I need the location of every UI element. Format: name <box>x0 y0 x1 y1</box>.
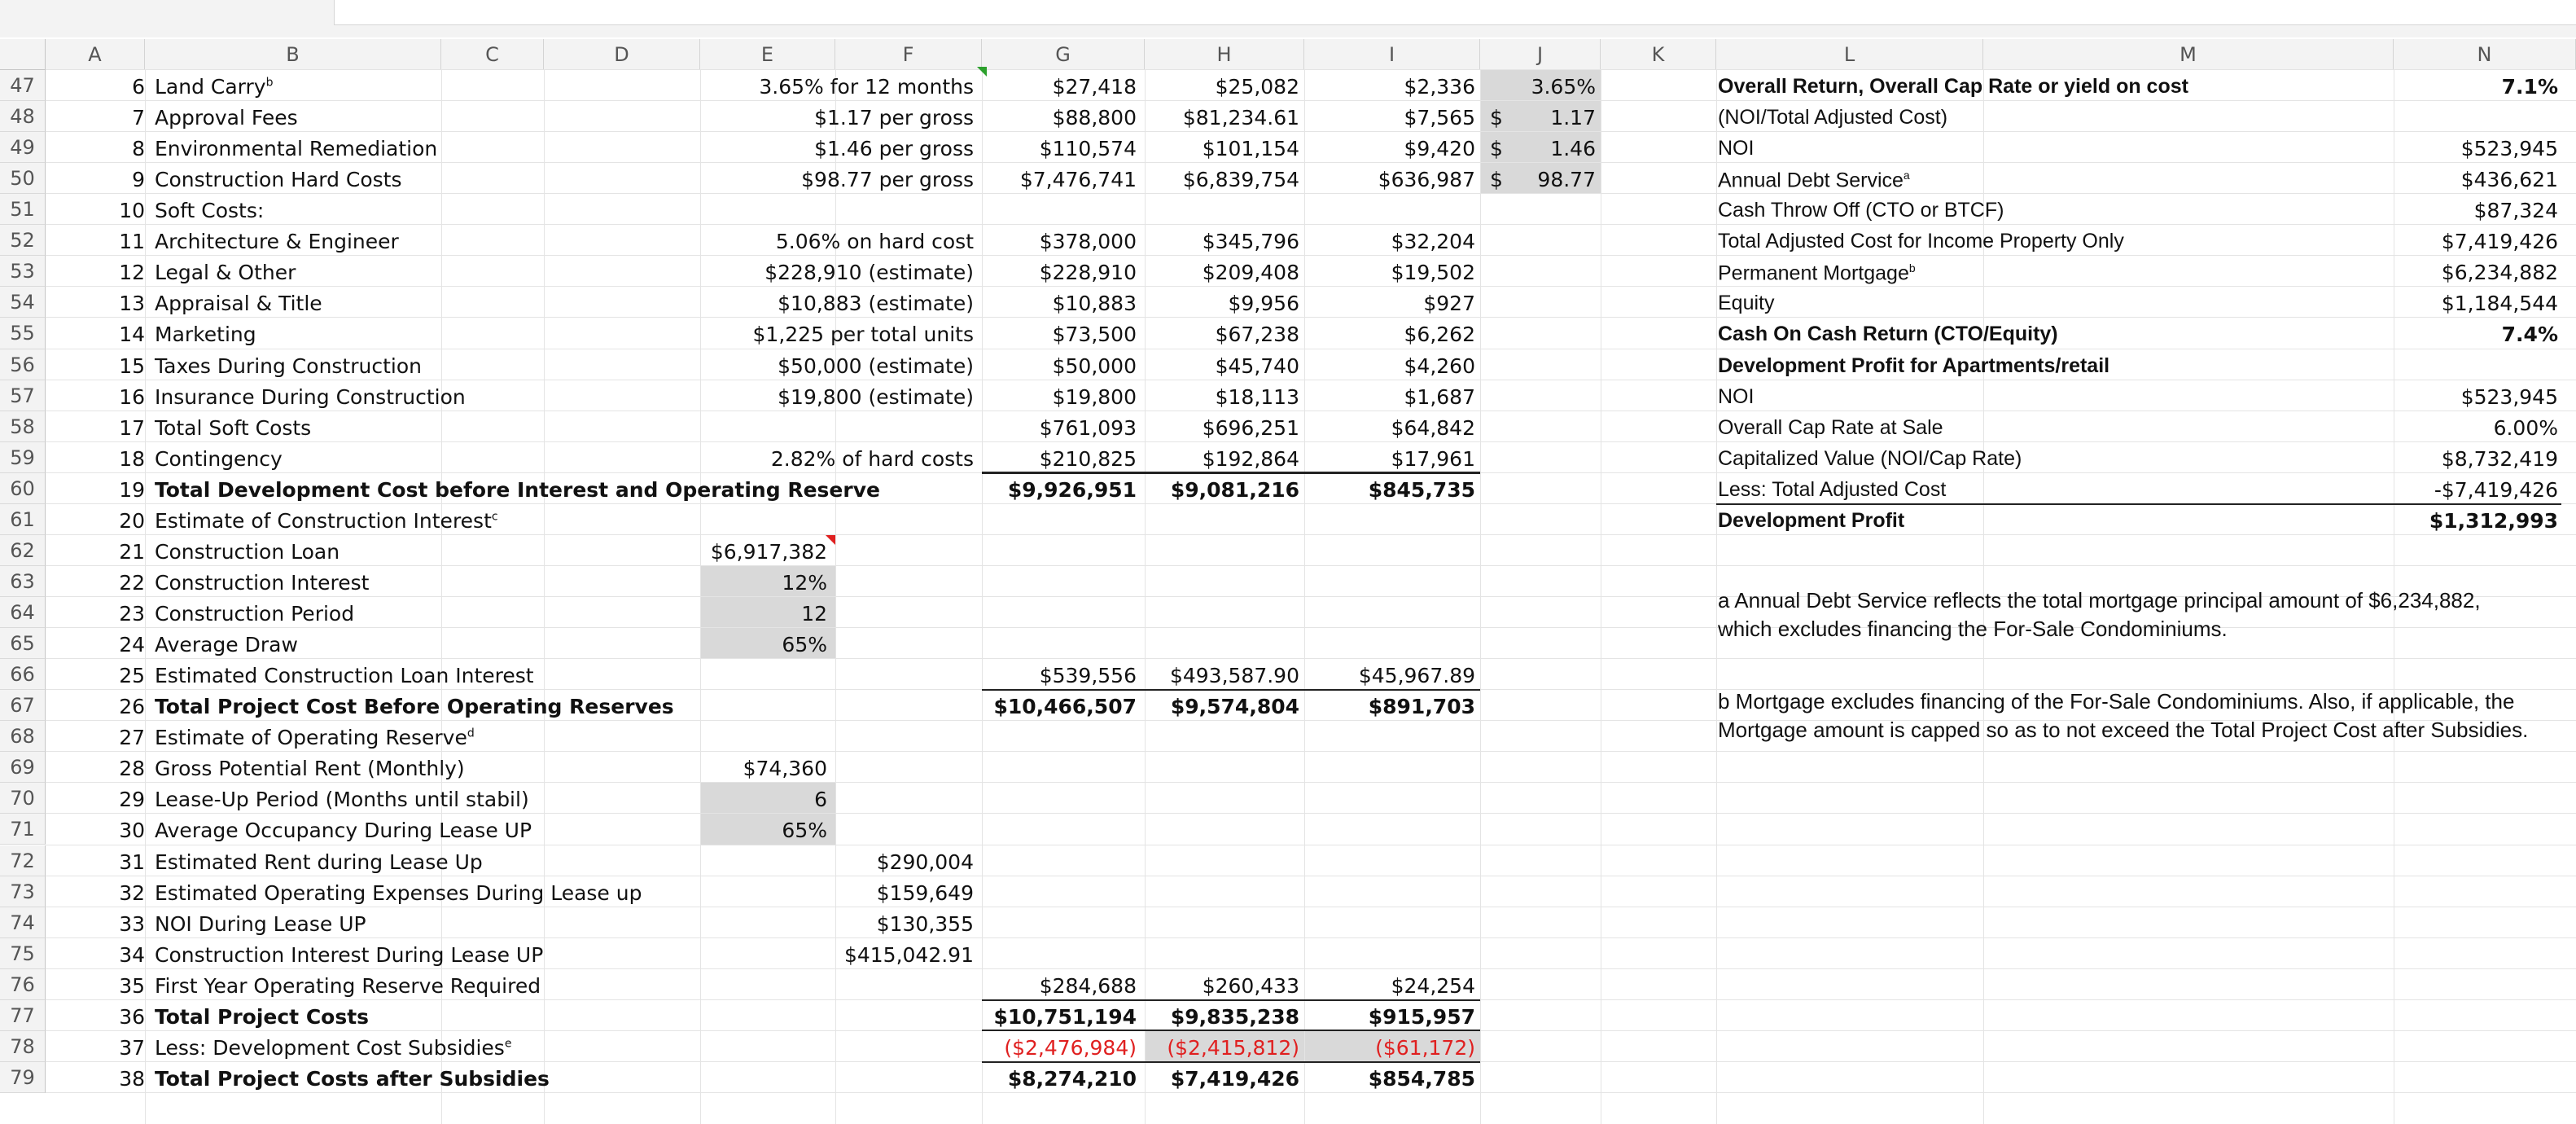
line-label: First Year Operating Reserve Required <box>155 973 541 998</box>
row-header-47[interactable]: 47 <box>0 70 46 101</box>
retail-cost-cell[interactable]: ($61,172) <box>1375 1035 1475 1060</box>
apartment-cost-cell[interactable]: $192,864 <box>1202 446 1299 471</box>
row-header-77[interactable]: 77 <box>0 1000 46 1031</box>
summary-label: (NOI/Total Adjusted Cost) <box>1718 106 1948 130</box>
summary-value[interactable]: -$7,419,426 <box>2434 477 2558 502</box>
row-header-65[interactable]: 65 <box>0 628 46 659</box>
row-header-59[interactable]: 59 <box>0 442 46 473</box>
total-cost-cell[interactable]: $10,751,194 <box>993 1004 1137 1029</box>
line-number: 21 <box>119 539 145 564</box>
total-cost-cell[interactable]: $110,574 <box>1039 137 1137 161</box>
line-label: Total Project Cost Before Operating Reserves <box>155 695 674 719</box>
basis-cell[interactable]: $50,000 (estimate) <box>778 353 974 378</box>
summary-label: Development Profit <box>1718 508 1905 532</box>
column-header-f[interactable]: F <box>835 39 982 70</box>
per-sf-input-cell[interactable]: 1.17 <box>1550 106 1596 130</box>
total-cost-cell[interactable]: $73,500 <box>1052 323 1137 347</box>
total-underline <box>982 472 1480 473</box>
retail-cost-cell[interactable]: $854,785 <box>1368 1066 1475 1091</box>
per-sf-input-cell[interactable]: 1.46 <box>1550 137 1596 161</box>
summary-label: Permanent Mortgage$^b$ <box>1718 261 1916 285</box>
line-label: NOI During Lease UP <box>155 911 366 936</box>
line-number: 36 <box>119 1004 145 1029</box>
line-number: 24 <box>119 633 145 657</box>
line-number: 23 <box>119 602 145 626</box>
row-header-49[interactable]: 49 <box>0 132 46 163</box>
line-label: Average Occupancy During Lease UP <box>155 819 532 843</box>
input-value-cell[interactable]: 12 <box>801 602 827 626</box>
summary-label: Cash On Cash Return (CTO/Equity) <box>1718 323 2058 346</box>
summary-label: Equity <box>1718 292 1775 315</box>
grid-line-horizontal <box>46 193 2576 194</box>
summary-label: Overall Return, Overall Cap Rate or yield on cost <box>1718 75 2188 98</box>
row-header-58[interactable]: 58 <box>0 411 46 442</box>
column-header-g[interactable]: G <box>982 39 1145 70</box>
row-header-68[interactable]: 68 <box>0 721 46 752</box>
grid-line-horizontal <box>46 937 2576 938</box>
grid-line-horizontal <box>46 317 2576 318</box>
line-label: Contingency <box>155 446 283 471</box>
line-number: 12 <box>119 261 145 285</box>
apartment-cost-cell[interactable]: $6,839,754 <box>1182 168 1299 192</box>
row-header-62[interactable]: 62 <box>0 535 46 566</box>
line-number: 35 <box>119 973 145 998</box>
lease-up-value-cell[interactable]: $415,042.91 <box>843 942 974 967</box>
total-cost-cell[interactable]: $50,000 <box>1052 353 1137 378</box>
basis-cell[interactable]: 5.06% on hard cost <box>775 230 974 254</box>
total-underline <box>982 1061 1480 1063</box>
column-header-d[interactable]: D <box>544 39 700 70</box>
footnote-marker: b <box>1908 261 1916 275</box>
row-header-50[interactable]: 50 <box>0 163 46 194</box>
row-header-48[interactable]: 48 <box>0 101 46 132</box>
footnote-marker: c <box>491 510 498 524</box>
column-header-l[interactable]: L <box>1716 39 1983 70</box>
row-header-70[interactable]: 70 <box>0 783 46 814</box>
total-cost-cell[interactable]: $228,910 <box>1039 261 1137 285</box>
line-number: 15 <box>119 353 145 378</box>
per-sf-input-cell[interactable]: 3.65% <box>1531 75 1596 99</box>
summary-value[interactable]: $523,945 <box>2460 384 2558 409</box>
dollar-sign: $ <box>1490 137 1503 161</box>
basis-cell[interactable]: 2.82% of hard costs <box>770 446 974 471</box>
retail-cost-cell[interactable]: $7,565 <box>1404 106 1475 130</box>
basis-cell[interactable]: $1.17 per gross <box>814 106 974 130</box>
retail-cost-cell[interactable]: $915,957 <box>1368 1004 1475 1029</box>
line-label: Average Draw <box>155 633 298 657</box>
line-label: Estimate of Operating Reserve$^d$ <box>155 726 475 750</box>
row-header-76[interactable]: 76 <box>0 969 46 1000</box>
line-label: Construction Hard Costs <box>155 168 402 192</box>
total-cost-cell[interactable]: $7,476,741 <box>1019 168 1137 192</box>
grid-line-horizontal <box>46 1092 2576 1093</box>
lease-up-value-cell[interactable]: $130,355 <box>876 911 974 936</box>
grid-line-horizontal <box>46 441 2576 442</box>
row-header-54[interactable]: 54 <box>0 287 46 318</box>
apartment-cost-cell[interactable]: $493,587.90 <box>1169 664 1299 688</box>
line-number: 33 <box>119 911 145 936</box>
line-number: 10 <box>119 199 145 223</box>
line-number: 30 <box>119 819 145 843</box>
column-header-b[interactable]: B <box>145 39 441 70</box>
retail-cost-cell[interactable]: $9,420 <box>1404 137 1475 161</box>
row-header-56[interactable]: 56 <box>0 349 46 380</box>
line-label: Total Project Costs <box>155 1004 370 1029</box>
row-header-51[interactable]: 51 <box>0 194 46 225</box>
row-header-75[interactable]: 75 <box>0 938 46 969</box>
apartment-cost-cell[interactable]: $101,154 <box>1202 137 1299 161</box>
retail-cost-cell[interactable]: $19,502 <box>1391 261 1475 285</box>
column-header-e[interactable]: E <box>700 39 835 70</box>
total-underline <box>982 689 1480 691</box>
summary-value[interactable]: $436,621 <box>2460 168 2558 192</box>
retail-cost-cell[interactable]: $927 <box>1423 292 1475 316</box>
column-header-a[interactable]: A <box>46 39 145 70</box>
apartment-cost-cell[interactable]: $67,238 <box>1215 323 1299 347</box>
total-cost-cell[interactable]: $10,883 <box>1052 292 1137 316</box>
row-header-57[interactable]: 57 <box>0 380 46 411</box>
row-header-78[interactable]: 78 <box>0 1031 46 1062</box>
summary-label: Cash Throw Off (CTO or BTCF) <box>1718 199 2004 222</box>
line-number: 9 <box>132 168 145 192</box>
summary-value[interactable]: $1,184,544 <box>2441 292 2558 316</box>
footnote-marker: d <box>467 727 475 740</box>
summary-value[interactable]: $6,234,882 <box>2441 261 2558 285</box>
row-header-53[interactable]: 53 <box>0 256 46 287</box>
row-header-73[interactable]: 73 <box>0 876 46 907</box>
retail-cost-cell[interactable]: $32,204 <box>1391 230 1475 254</box>
line-number: 37 <box>119 1035 145 1060</box>
line-label: Total Soft Costs <box>155 415 312 440</box>
comment-indicator <box>826 535 835 545</box>
total-cost-cell[interactable]: ($2,476,984) <box>1004 1035 1137 1060</box>
line-label: Approval Fees <box>155 106 298 130</box>
line-label: Land Carry$^b$ <box>155 75 274 99</box>
grid-line-horizontal <box>46 782 2576 783</box>
line-label: Environmental Remediation <box>155 137 438 161</box>
total-cost-cell[interactable]: $9,926,951 <box>1007 477 1137 502</box>
basis-cell[interactable]: $19,800 (estimate) <box>778 384 974 409</box>
total-cost-cell[interactable]: $210,825 <box>1039 446 1137 471</box>
basis-cell[interactable]: $10,883 (estimate) <box>778 292 974 316</box>
apartment-cost-cell[interactable]: $45,740 <box>1215 353 1299 378</box>
row-header-61[interactable]: 61 <box>0 504 46 535</box>
summary-value[interactable]: 7.1% <box>2501 75 2558 99</box>
grid-line-horizontal <box>46 813 2576 814</box>
line-label: Legal & Other <box>155 261 296 285</box>
total-cost-cell[interactable]: $284,688 <box>1039 973 1137 998</box>
summary-label: Development Profit for Apartments/retail <box>1718 353 2110 377</box>
row-header-79[interactable]: 79 <box>0 1062 46 1093</box>
basis-cell[interactable]: $98.77 per gross <box>801 168 974 192</box>
per-sf-input-cell[interactable]: 98.77 <box>1537 168 1596 192</box>
column-header-n[interactable]: N <box>2394 39 2576 70</box>
lease-up-value-cell[interactable]: $290,004 <box>876 850 974 874</box>
retail-cost-cell[interactable]: $1,687 <box>1404 384 1475 409</box>
summary-label: Total Adjusted Cost for Income Property Only <box>1718 230 2124 253</box>
row-header-74[interactable]: 74 <box>0 907 46 938</box>
retail-cost-cell[interactable]: $64,842 <box>1391 415 1475 440</box>
row-header-72[interactable]: 72 <box>0 845 46 876</box>
summary-value[interactable]: $8,732,419 <box>2441 446 2558 471</box>
line-number: 17 <box>119 415 145 440</box>
summary-value[interactable]: $7,419,426 <box>2441 230 2558 254</box>
line-number: 7 <box>132 106 145 130</box>
apartment-cost-cell[interactable]: ($2,415,812) <box>1167 1035 1299 1060</box>
retail-cost-cell[interactable]: $17,961 <box>1391 446 1475 471</box>
input-value-cell[interactable]: $6,917,382 <box>710 539 827 564</box>
line-number: 13 <box>119 292 145 316</box>
footnote-marker: e <box>504 1037 512 1051</box>
line-number: 19 <box>119 477 145 502</box>
apartment-cost-cell[interactable]: $25,082 <box>1215 75 1299 99</box>
total-cost-cell[interactable]: $378,000 <box>1039 230 1137 254</box>
total-cost-cell[interactable]: $761,093 <box>1039 415 1137 440</box>
comment-indicator <box>977 67 987 77</box>
total-cost-cell[interactable]: $27,418 <box>1052 75 1137 99</box>
total-cost-cell[interactable]: $539,556 <box>1039 664 1137 688</box>
line-number: 6 <box>132 75 145 99</box>
summary-label: Overall Cap Rate at Sale <box>1718 415 1943 439</box>
total-cost-cell[interactable]: $8,274,210 <box>1007 1066 1137 1091</box>
formula-input[interactable] <box>334 0 2576 25</box>
row-header-69[interactable]: 69 <box>0 752 46 783</box>
basis-cell[interactable]: $228,910 (estimate) <box>764 261 974 285</box>
input-value-cell[interactable]: 12% <box>782 570 827 595</box>
row-header-67[interactable]: 67 <box>0 690 46 721</box>
line-number: 25 <box>119 664 145 688</box>
footnote-marker: b <box>265 76 274 90</box>
line-number: 8 <box>132 137 145 161</box>
basis-cell[interactable]: $1,225 per total units <box>752 323 974 347</box>
column-header-i[interactable]: I <box>1304 39 1480 70</box>
line-number: 18 <box>119 446 145 471</box>
summary-value[interactable]: $87,324 <box>2473 199 2558 223</box>
line-label: Taxes During Construction <box>155 353 422 378</box>
apartment-cost-cell[interactable]: $9,956 <box>1228 292 1299 316</box>
row-header-71[interactable]: 71 <box>0 814 46 845</box>
retail-cost-cell[interactable]: $6,262 <box>1404 323 1475 347</box>
line-label: Construction Interest During Lease UP <box>155 942 544 967</box>
total-underline <box>982 999 1480 1001</box>
basis-cell[interactable]: 3.65% for 12 months <box>759 75 974 99</box>
line-number: 38 <box>119 1066 145 1091</box>
grid-line-horizontal <box>46 565 2576 566</box>
line-label: Construction Interest <box>155 570 370 595</box>
apartment-cost-cell[interactable]: $209,408 <box>1202 261 1299 285</box>
line-label: Marketing <box>155 323 256 347</box>
line-number: 26 <box>119 695 145 719</box>
total-underline <box>982 1030 1480 1031</box>
line-label: Estimated Rent during Lease Up <box>155 850 483 874</box>
line-label: Lease-Up Period (Months until stabil) <box>155 788 529 812</box>
grid-line-horizontal <box>46 286 2576 287</box>
apartment-cost-cell[interactable]: $696,251 <box>1202 415 1299 440</box>
retail-cost-cell[interactable]: $2,336 <box>1404 75 1475 99</box>
grid-line-horizontal <box>46 658 2576 659</box>
line-number: 27 <box>119 726 145 750</box>
column-header-m[interactable]: M <box>1983 39 2394 70</box>
total-cost-cell[interactable]: $10,466,507 <box>993 695 1137 719</box>
summary-value[interactable]: 6.00% <box>2493 415 2558 440</box>
grid-line-horizontal <box>46 131 2576 132</box>
grid-line-horizontal <box>46 968 2576 969</box>
summary-label: NOI <box>1718 137 1755 160</box>
line-label: Estimated Operating Expenses During Lease up <box>155 880 642 905</box>
row-header-52[interactable]: 52 <box>0 225 46 256</box>
line-number: 32 <box>119 880 145 905</box>
retail-cost-cell[interactable]: $45,967.89 <box>1358 664 1475 688</box>
apartment-cost-cell[interactable]: $9,835,238 <box>1170 1004 1299 1029</box>
summary-label: Capitalized Value (NOI/Cap Rate) <box>1718 446 2022 470</box>
footnote-a: a Annual Debt Service reflects the total mortgage principal amount of $6,234,882, which excludes financing the For-Sale Condominiums. <box>1718 588 2481 642</box>
apartment-cost-cell[interactable]: $260,433 <box>1202 973 1299 998</box>
footnote-b: b Mortgage excludes financing of the For-Sale Condominiums. Also, if applicable, the Mortgage amount is capped so as to not exceed the Total Project Cost after Subsidies. <box>1718 689 2529 743</box>
footnote-marker: a <box>1903 169 1910 182</box>
grid-line-horizontal <box>46 224 2576 225</box>
line-number: 31 <box>119 850 145 874</box>
grid-line-horizontal <box>46 162 2576 163</box>
grid-line-horizontal <box>46 100 2576 101</box>
column-header-k[interactable]: K <box>1601 39 1716 70</box>
line-number: 11 <box>119 230 145 254</box>
line-label: Construction Loan <box>155 539 340 564</box>
line-number: 14 <box>119 323 145 347</box>
row-header-63[interactable]: 63 <box>0 566 46 597</box>
summary-value[interactable]: $523,945 <box>2460 137 2558 161</box>
summary-value[interactable]: $1,312,993 <box>2429 508 2558 533</box>
apartment-cost-cell[interactable]: $9,081,216 <box>1170 477 1299 502</box>
line-label: Soft Costs: <box>155 199 265 223</box>
row-header-66[interactable]: 66 <box>0 659 46 690</box>
line-number: 22 <box>119 570 145 595</box>
dollar-sign: $ <box>1490 168 1503 192</box>
retail-cost-cell[interactable]: $636,987 <box>1378 168 1475 192</box>
basis-cell[interactable]: $1.46 per gross <box>814 137 974 161</box>
line-label: Gross Potential Rent (Monthly) <box>155 757 465 781</box>
retail-cost-cell[interactable]: $4,260 <box>1404 353 1475 378</box>
retail-cost-cell[interactable]: $891,703 <box>1368 695 1475 719</box>
line-label: Total Development Cost before Interest and Operating Reserve <box>155 477 880 502</box>
apartment-cost-cell[interactable]: $7,419,426 <box>1170 1066 1299 1091</box>
lease-up-value-cell[interactable]: $159,649 <box>876 880 974 905</box>
apartment-cost-cell[interactable]: $81,234.61 <box>1182 106 1299 130</box>
dollar-sign: $ <box>1490 106 1503 130</box>
apartment-cost-cell[interactable]: $18,113 <box>1215 384 1299 409</box>
line-number: 16 <box>119 384 145 409</box>
input-value-cell[interactable]: 65% <box>782 819 827 843</box>
select-all-corner[interactable] <box>0 39 46 70</box>
grid-line-horizontal <box>46 534 2576 535</box>
line-label: Appraisal & Title <box>155 292 322 316</box>
line-label: Total Project Costs after Subsidies <box>155 1066 550 1091</box>
line-label: Insurance During Construction <box>155 384 466 409</box>
line-number: 28 <box>119 757 145 781</box>
retail-cost-cell[interactable]: $24,254 <box>1391 973 1475 998</box>
row-header-60[interactable]: 60 <box>0 473 46 504</box>
input-value-cell[interactable]: 65% <box>782 633 827 657</box>
column-header-j[interactable]: J <box>1480 39 1601 70</box>
grid-line-horizontal <box>46 255 2576 256</box>
summary-label: Annual Debt Service$^a$ <box>1718 169 1910 192</box>
total-cost-cell[interactable]: $88,800 <box>1052 106 1137 130</box>
line-number: 34 <box>119 942 145 967</box>
apartment-cost-cell[interactable]: $9,574,804 <box>1170 695 1299 719</box>
summary-label: Less: Total Adjusted Cost <box>1718 477 1947 501</box>
input-value-cell[interactable]: $74,360 <box>743 757 827 781</box>
line-label: Estimate of Construction Interest$^c$ <box>155 508 498 533</box>
summary-value[interactable]: 7.4% <box>2501 323 2558 347</box>
summary-underline <box>1716 503 2561 505</box>
line-number: 20 <box>119 508 145 533</box>
row-header-64[interactable]: 64 <box>0 597 46 628</box>
grid-line-horizontal <box>46 751 2576 752</box>
row-header-55[interactable]: 55 <box>0 318 46 349</box>
line-label: Construction Period <box>155 602 355 626</box>
column-header-c[interactable]: C <box>441 39 544 70</box>
summary-label: NOI <box>1718 384 1755 408</box>
line-label: Estimated Construction Loan Interest <box>155 664 534 688</box>
line-number: 29 <box>119 788 145 812</box>
total-cost-cell[interactable]: $19,800 <box>1052 384 1137 409</box>
line-label: Less: Development Cost Subsidies$^e$ <box>155 1035 512 1060</box>
line-label: Architecture & Engineer <box>155 230 399 254</box>
grid-line-horizontal <box>46 69 2576 70</box>
column-header-h[interactable]: H <box>1145 39 1304 70</box>
apartment-cost-cell[interactable]: $345,796 <box>1202 230 1299 254</box>
input-value-cell[interactable]: 6 <box>814 788 827 812</box>
retail-cost-cell[interactable]: $845,735 <box>1368 477 1475 502</box>
